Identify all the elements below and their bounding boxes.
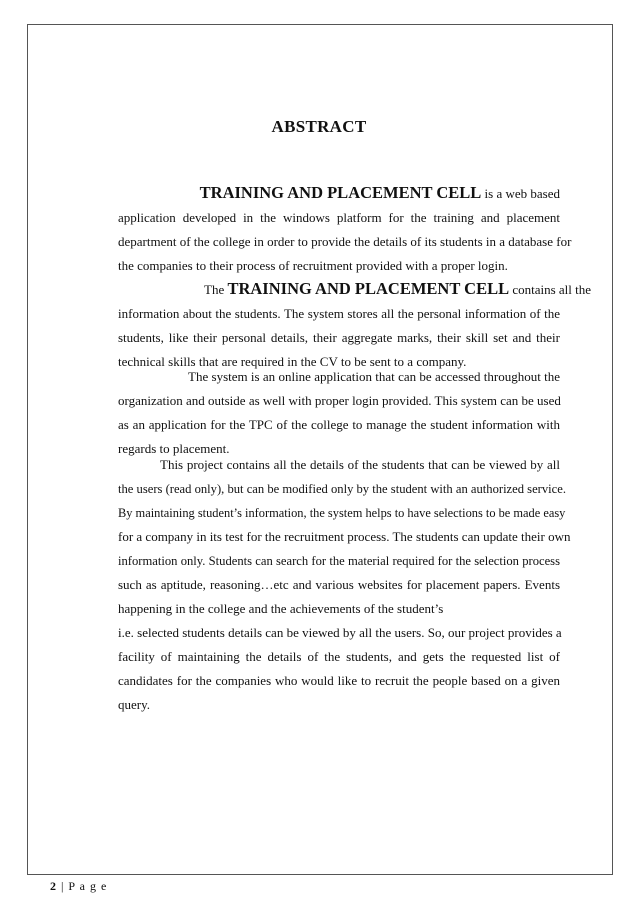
text-run: is a web based: [481, 186, 560, 201]
paragraph-4-line-7: happening in the college and the achievements of the student’s: [118, 601, 444, 616]
paragraph-4-line-6: such as aptitude, reasoning…etc and various websites for placement papers. Events: [118, 577, 560, 592]
text-run: The: [204, 282, 228, 297]
paragraph-4-line-3: By maintaining student’s information, the system helps to have selections to be made easy: [118, 506, 566, 520]
paragraph-4-line-11: query.: [118, 697, 151, 712]
paragraph-1: [118, 181, 572, 278]
paragraph-4-line-5: information only. Students can search for the material required for the selection process: [118, 554, 560, 568]
text-run: contains all the: [509, 282, 592, 297]
paragraph-2-line-4: technical skills that are required in the CV to be sent to a company.: [118, 354, 467, 369]
paragraph-4-line-2: the users (read only), but can be modified only by the student with an authorized service.: [118, 482, 566, 496]
emphasis-text: TRAINING AND PLACEMENT CELL: [199, 183, 482, 202]
paragraph-2: [118, 277, 592, 374]
paragraph-2-line-1: [118, 277, 592, 302]
paragraph-3-line-3: as an application for the TPC of the college to manage the student information with: [118, 417, 560, 432]
paragraph-4-line-1: This project contains all the details of the students that can be viewed by all: [160, 457, 560, 472]
paragraph-4-line-8: i.e. selected students details can be viewed by all the users. So, our project provides a: [118, 625, 562, 640]
paragraph-2-line-2: information about the students. The system stores all the personal information of the: [118, 306, 560, 321]
paragraph-1-line-3: department of the college in order to provide the details of its students in a database for: [118, 234, 572, 249]
paragraph-1-line-2: application developed in the windows platform for the training and placement: [118, 210, 560, 225]
paragraph-3-line-4: regards to placement.: [118, 441, 230, 456]
paragraph-1-line-1: [118, 181, 560, 206]
paragraph-4-line-10: candidates for the companies who would like to recruit the people based on a given: [118, 673, 560, 688]
paragraph-3-line-2: organization and outside as well with proper login provided. This system can be used: [118, 393, 561, 408]
emphasis-text: TRAINING AND PLACEMENT CELL: [227, 279, 510, 298]
footer-separator: |: [57, 879, 69, 893]
page-number: 2: [50, 879, 57, 893]
page-label: P a g e: [68, 879, 108, 893]
page-footer: [50, 879, 107, 894]
paragraph-2-line-3: students, like their personal details, their aggregate marks, their skill set and their: [118, 330, 560, 345]
paragraph-4-line-9: facility of maintaining the details of the students, and gets the requested list of: [118, 649, 560, 664]
paragraph-1-line-4: the companies to their process of recruitment provided with a proper login.: [118, 258, 508, 273]
paragraph-3-line-1: The system is an online application that can be accessed throughout the: [188, 369, 560, 384]
paragraph-4-line-4: for a company in its test for the recruitment process. The students can update their own: [118, 529, 571, 544]
paragraph-3: [118, 365, 560, 461]
page-title: ABSTRACT: [271, 117, 367, 136]
paragraph-4: [118, 453, 571, 717]
